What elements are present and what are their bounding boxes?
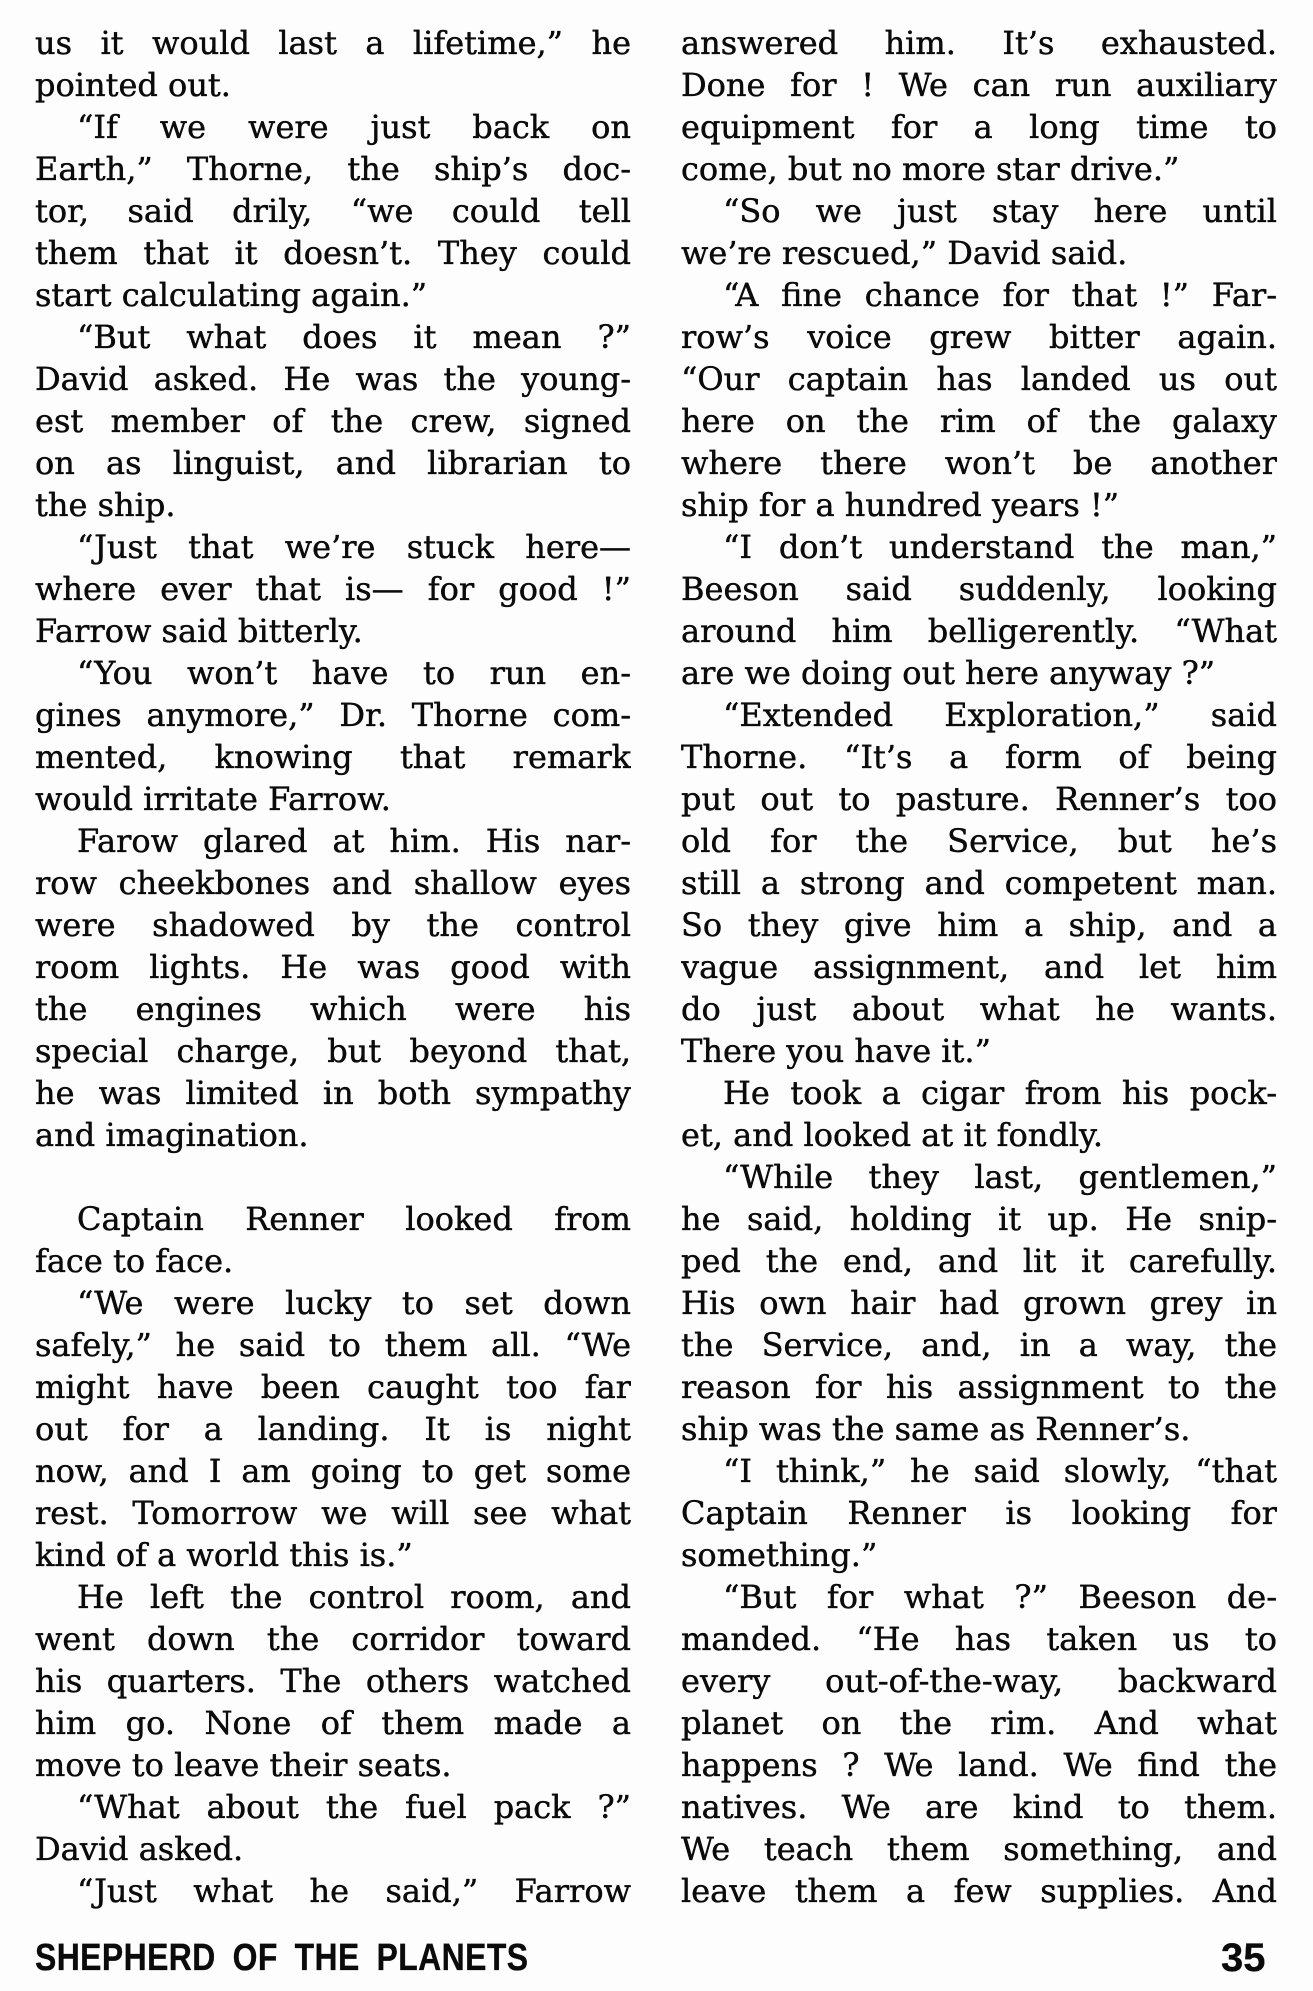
paragraph [681,22,1277,190]
text-line: “While they last, gentlemen,” [723,1158,1277,1196]
paragraph [681,1576,1277,1912]
text-line: are we doing out here anyway ?” [681,654,1216,692]
text-line: row’s voice grew bitter again. [681,318,1277,356]
text-line: put out to pasture. Renner’s too [681,780,1277,818]
paragraph [35,22,631,106]
text-line: Done for ! We can run auxiliary [681,66,1277,104]
text-line: “Just that we’re stuck here— [77,528,631,566]
text-line: the ship. [35,486,176,524]
text-line: David asked. He was the young- [35,360,631,398]
paragraph [35,1282,631,1576]
text-line: “But what does it mean ?” [77,318,631,356]
text-line: every out-of-the-way, backward [681,1662,1277,1700]
text-line: “I don’t understand the man,” [723,528,1277,566]
text-line: “If we were just back on [77,108,631,146]
text-line: face to face. [35,1242,234,1280]
text-line: room lights. He was good with [35,948,631,986]
paragraph [681,274,1277,526]
text-line: Earth,” Thorne, the ship’s doc- [35,150,631,188]
text-line: He left the control room, and [77,1578,631,1616]
text-line: ship for a hundred years !” [681,486,1120,524]
text-line: “So we just stay here until [723,192,1277,230]
text-line: the engines which were his [35,990,631,1028]
paragraph [35,526,631,652]
paragraph [35,1198,631,1282]
text-line: “We were lucky to set down [77,1284,631,1322]
text-line: “A fine chance for that !” Far- [723,276,1277,314]
left-text-column [35,22,631,1912]
text-line: “I think,” he said slowly, “that [723,1452,1277,1490]
paragraph [35,316,631,526]
paragraph [35,1786,631,1870]
text-line: equipment for a long time to [681,108,1277,146]
text-line: There you have it.” [681,1032,991,1070]
text-line: “Just what he said,” Farrow [77,1872,631,1910]
text-line: reason for his assignment to the [681,1368,1277,1406]
text-line: Captain Renner looked from [77,1200,631,1238]
text-line: were shadowed by the control [35,906,631,944]
text-line: the Service, and, in a way, the [681,1326,1277,1364]
text-line: planet on the rim. And what [681,1704,1277,1742]
page-number: 35 [1221,1936,1266,1980]
text-line: where ever that is— for good !” [35,570,631,608]
text-line: et, and looked at it fondly. [681,1116,1104,1154]
text-line: pointed out. [35,66,231,104]
text-line: rest. Tomorrow we will see what [35,1494,631,1532]
paragraph [35,820,631,1156]
text-line: row cheekbones and shallow eyes [35,864,631,902]
text-line: “You won’t have to run en- [77,654,631,692]
text-line: Farrow said bitterly. [35,612,363,650]
text-line: he said, holding it up. He snip- [681,1200,1277,1238]
text-line: his quarters. The others watched [35,1662,631,1700]
text-line: ped the end, and lit it carefully. [681,1242,1277,1280]
text-line: kind of a world this is.” [35,1536,413,1574]
text-line: start calculating again.” [35,276,428,314]
text-line: something.” [681,1536,878,1574]
text-line: natives. We are kind to them. [681,1788,1277,1826]
text-line: mented, knowing that remark [35,738,631,776]
paragraph [681,1072,1277,1156]
text-line: “What about the fuel pack ?” [77,1788,631,1826]
text-line: would irritate Farrow. [35,780,391,818]
text-line: we’re rescued,” David said. [681,234,1128,272]
text-line: est member of the crew, signed [35,402,631,440]
text-line: where there won’t be another [681,444,1277,482]
text-line: come, but no more star drive.” [681,150,1180,188]
text-line: old for the Service, but he’s [681,822,1277,860]
text-line: “Extended Exploration,” said [723,696,1277,734]
text-line: on as linguist, and librarian to [35,444,631,482]
text-line: still a strong and competent man. [681,864,1277,902]
text-line: us it would last a lifetime,” he [35,24,631,62]
paragraph [681,526,1277,694]
text-line: manded. “He has taken us to [681,1620,1277,1658]
story-title: SHEPHERD OF THE PLANETS [35,1937,529,1979]
text-line: His own hair had grown grey in [681,1284,1277,1322]
text-line: Farow glared at him. His nar- [77,822,631,860]
text-line: “Our captain has landed us out [681,360,1277,398]
text-line: leave them a few supplies. And [681,1872,1277,1910]
text-line: We teach them something, and [681,1830,1277,1868]
text-line: tor, said drily, “we could tell [35,192,631,230]
text-line: ship was the same as Renner’s. [681,1410,1191,1448]
text-line: vague assignment, and let him [681,948,1277,986]
paragraph [35,1870,631,1912]
text-line: special charge, but beyond that, [35,1032,631,1070]
text-line: “But for what ?” Beeson de- [723,1578,1277,1616]
text-line: and imagination. [35,1116,309,1154]
paragraph [681,1450,1277,1576]
text-line: around him belligerently. “What [681,612,1277,650]
text-line: him go. None of them made a [35,1704,631,1742]
text-line: them that it doesn’t. They could [35,234,631,272]
paragraph [681,694,1277,1072]
text-line: went down the corridor toward [35,1620,631,1658]
paragraph [35,1576,631,1786]
text-line: Beeson said suddenly, looking [681,570,1277,608]
text-line: out for a landing. It is night [35,1410,631,1448]
text-line: So they give him a ship, and a [681,906,1277,944]
paragraph [35,652,631,820]
text-line: David asked. [35,1830,244,1868]
running-footer [35,1937,528,1979]
text-line: might have been caught too far [35,1368,631,1406]
text-line: do just about what he wants. [681,990,1277,1028]
text-line: move to leave their seats. [35,1746,452,1784]
text-line: safely,” he said to them all. “We [35,1326,631,1364]
text-line: Thorne. “It’s a form of being [681,738,1277,776]
text-line: Captain Renner is looking for [681,1494,1277,1532]
text-line: gines anymore,” Dr. Thorne com- [35,696,631,734]
paragraph [681,1156,1277,1450]
text-line: now, and I am going to get some [35,1452,631,1490]
text-line: He took a cigar from his pock- [723,1074,1277,1112]
text-line: here on the rim of the galaxy [681,402,1277,440]
text-line: he was limited in both sympathy [35,1074,631,1112]
right-text-column [681,22,1277,1912]
text-line: answered him. It’s exhausted. [681,24,1277,62]
paragraph [681,190,1277,274]
text-line: happens ? We land. We find the [681,1746,1277,1784]
paragraph [35,106,631,316]
